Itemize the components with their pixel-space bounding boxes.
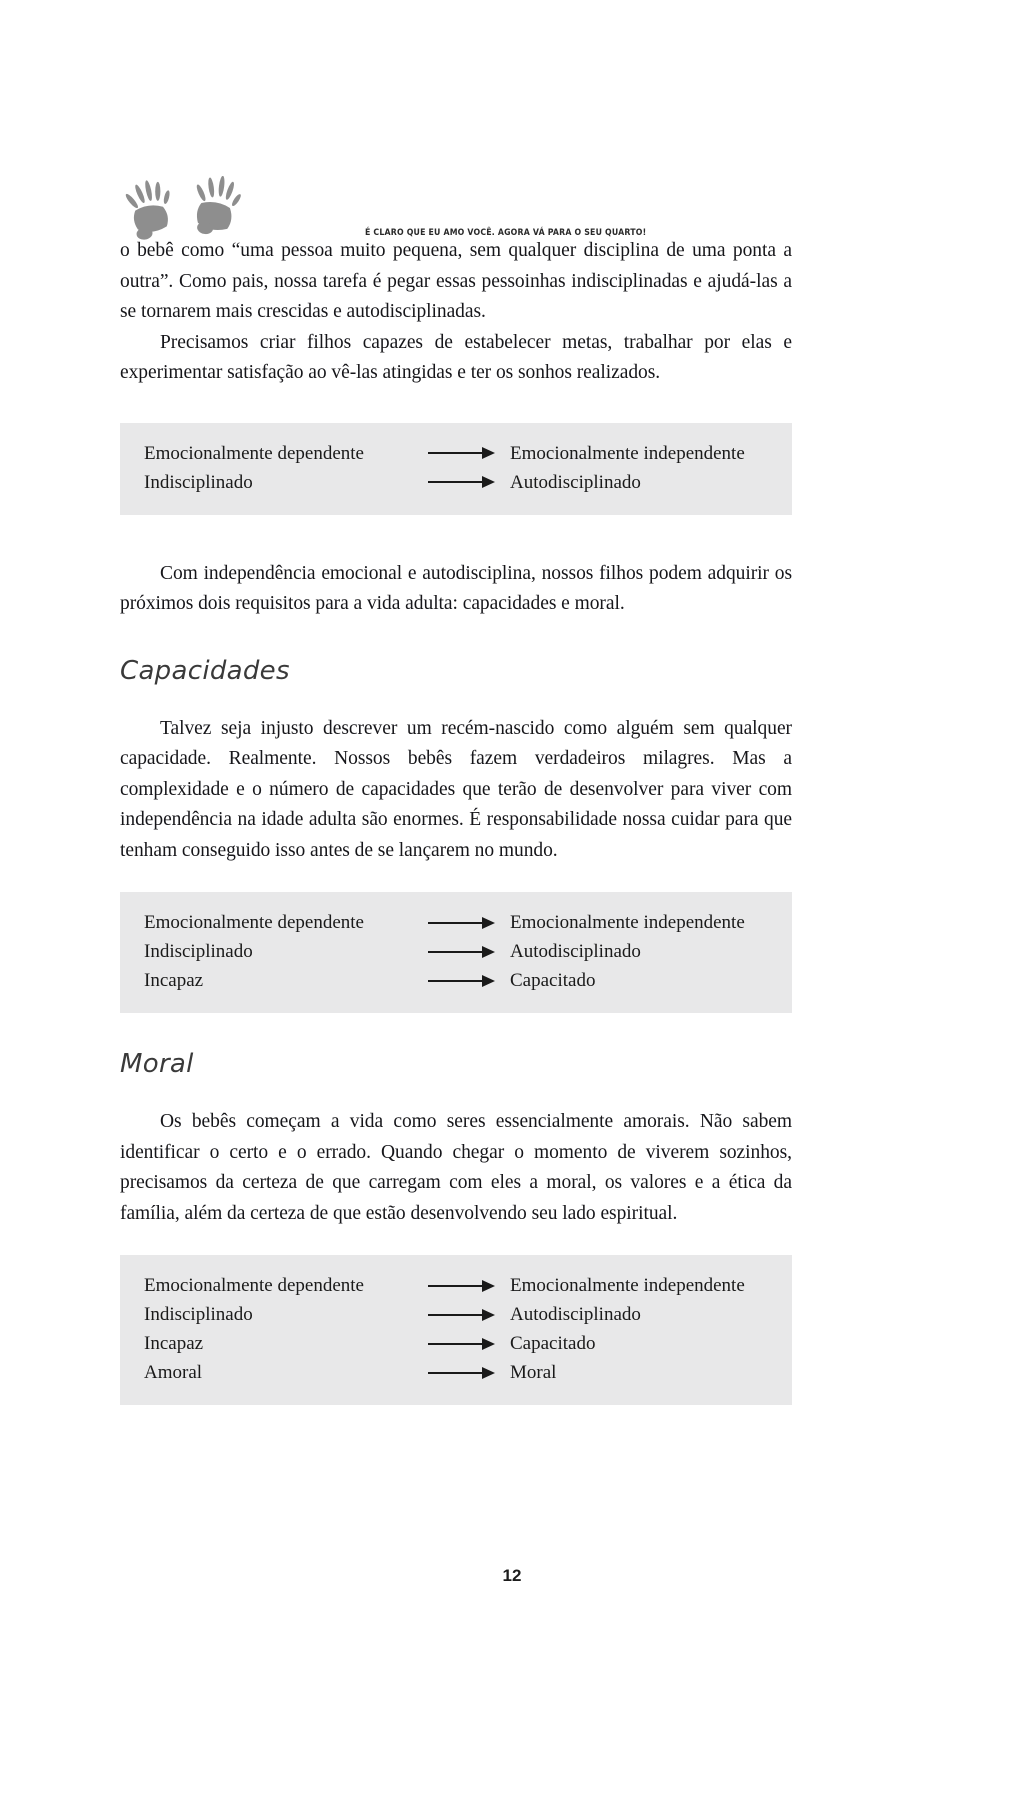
paragraph-4: Talvez seja injusto descrever um recém-nascido como alguém sem qualquer capacidade. Realmente. Nossos bebês fazem verdadeiros milagres. Mas a complexidade e o número de capacidades que terão de desenvolver para viver com independência na idade adulta são enormes. É responsabilidade nossa cuidar para que tenham conseguido isso antes de se lançarem no mundo. — [120, 717, 792, 861]
running-head-title: É CLARO QUE EU AMO VOCÊ. AGORA VÁ PARA O SEU QUARTO! — [365, 228, 647, 238]
section-heading-capacidades: Capacidades — [120, 655, 290, 686]
arrow-right-icon — [424, 1300, 510, 1329]
arrow-right-icon — [424, 966, 510, 995]
arrow-right-icon — [424, 1271, 510, 1300]
paragraph-1: o bebê como “uma pessoa muito pequena, sem qualquer disciplina de uma ponta a outra”. Como pais, nossa tarefa é pegar essas pessoinhas indisciplinadas e ajudá-las a se tornarem mais crescidas e autodisciplinadas. — [120, 240, 792, 322]
page-number: 12 — [502, 1566, 522, 1585]
transition-from: Indisciplinado — [144, 471, 253, 493]
transition-row — [144, 966, 768, 995]
transition-from: Incapaz — [144, 1333, 204, 1354]
transition-from: Indisciplinado — [144, 941, 253, 962]
arrow-right-icon — [424, 468, 510, 497]
transition-to: Emocionalmente independente — [510, 912, 745, 933]
transition-from: Indisciplinado — [144, 1304, 253, 1325]
transition-to: Emocionalmente independente — [510, 442, 745, 464]
spacer — [120, 1081, 792, 1107]
transition-to: Autodisciplinado — [510, 941, 641, 962]
transition-from: Incapaz — [144, 970, 204, 991]
transition-to: Capacitado — [510, 970, 596, 991]
transition-to: Autodisciplinado — [510, 1304, 641, 1325]
spacer — [120, 1013, 792, 1047]
section-heading-moral: Moral — [120, 1049, 194, 1079]
transition-box-3 — [120, 1255, 792, 1405]
arrow-right-icon — [424, 1329, 510, 1358]
transition-box-1 — [120, 423, 792, 515]
transition-box-2 — [120, 892, 792, 1013]
arrow-right-icon — [424, 1358, 510, 1387]
transition-row — [144, 1271, 768, 1300]
transition-from: Emocionalmente dependente — [144, 442, 364, 464]
transition-row — [144, 1300, 768, 1329]
paragraph-5: Os bebês começam a vida como seres essencialmente amorais. Não sabem identificar o certo e o errado. Quando chegar o momento de viverem sozinhos, precisamos da certeza de que carregam com eles a moral, os valores e a ética da família, além da certeza de que estão desenvolvendo seu lado espiritual. — [120, 1111, 792, 1224]
text-column — [120, 236, 792, 1405]
transition-to: Emocionalmente independente — [510, 1275, 745, 1296]
transition-row — [144, 937, 768, 966]
transition-row — [144, 439, 768, 468]
transition-to: Moral — [510, 1362, 557, 1383]
transition-to: Capacitado — [510, 1333, 596, 1354]
paragraph-3: Com independência emocional e autodisciplina, nossos filhos podem adquirir os próximos dois requisitos para a vida adulta: capacidades e moral. — [120, 562, 792, 614]
spacer — [120, 389, 792, 423]
arrow-right-icon — [424, 908, 510, 937]
transition-from: Amoral — [144, 1362, 203, 1383]
arrow-right-icon — [424, 937, 510, 966]
transition-from: Emocionalmente dependente — [144, 912, 364, 933]
spacer — [120, 688, 792, 714]
paragraph-2: Precisamos criar filhos capazes de estabelecer metas, trabalhar por elas e experimentar satisfação ao vê-las atingidas e ter os sonhos realizados. — [120, 331, 792, 383]
spacer — [120, 515, 792, 559]
transition-row — [144, 1358, 768, 1387]
transition-row — [144, 468, 768, 497]
transition-from: Emocionalmente dependente — [144, 1275, 364, 1296]
spacer — [120, 620, 792, 654]
spacer — [120, 1229, 792, 1255]
transition-row — [144, 1329, 768, 1358]
spacer — [120, 866, 792, 892]
transition-row — [144, 908, 768, 937]
transition-to: Autodisciplinado — [510, 471, 641, 493]
arrow-right-icon — [424, 439, 510, 468]
